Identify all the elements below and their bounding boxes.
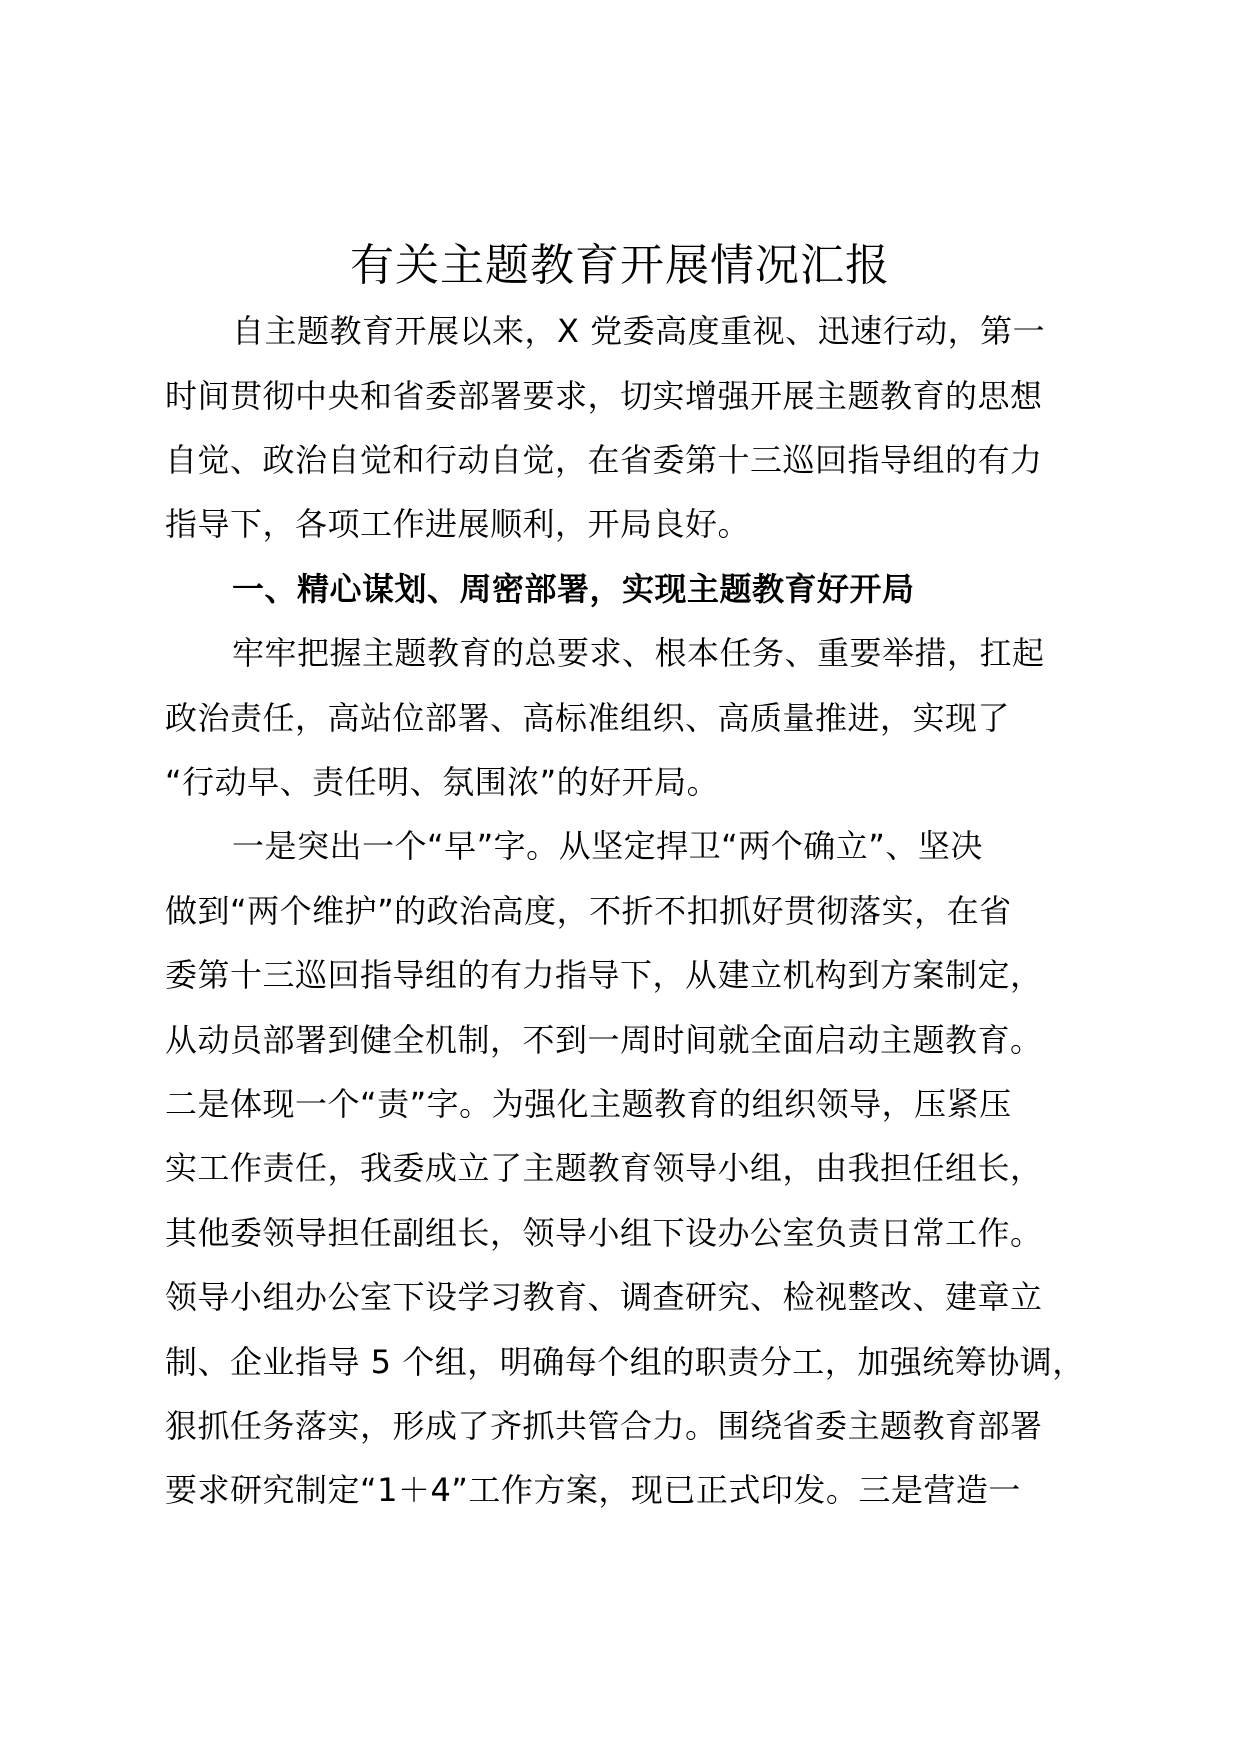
paragraph-line: 狠抓任务落实，形成了齐抓共管合力。围绕省委主题教育部署 — [165, 1407, 1043, 1445]
paragraph-line: 自主题教育开展以来，X 党委高度重视、迅速行动，第一 — [232, 312, 1046, 350]
paragraph-line: 从动员部署到健全机制，不到一周时间就全面启动主题教育。 — [165, 1021, 1043, 1059]
paragraph-line: 制、企业指导 5 个组，明确每个组的职责分工，加强统筹协调， — [165, 1343, 1085, 1381]
paragraph-line: 委第十三巡回指导组的有力指导下，从建立机构到方案制定， — [165, 956, 1043, 994]
paragraph-line: 政治责任，高站位部署、高标准组织、高质量推进，实现了 — [165, 699, 1011, 737]
paragraph-line: 自觉、政治自觉和行动自觉，在省委第十三巡回指导组的有力 — [165, 441, 1043, 479]
paragraph-line: 二是体现一个“责”字。为强化主题教育的组织领导，压紧压 — [165, 1085, 1012, 1123]
paragraph-line: 领导小组办公室下设学习教育、调查研究、检视整改、建章立 — [165, 1278, 1043, 1316]
paragraph-line: 一是突出一个“早”字。从坚定捍卫“两个确立”、坚决 — [232, 827, 983, 865]
paragraph-line: “行动早、责任明、氛围浓”的好开局。 — [165, 763, 720, 801]
section-heading: 一、精心谋划、周密部署，实现主题教育好开局 — [232, 570, 915, 608]
paragraph-line: 要求研究制定“1＋4”工作方案，现已正式印发。三是营造一 — [165, 1471, 1021, 1509]
paragraph-line: 时间贯彻中央和省委部署要求，切实增强开展主题教育的思想 — [165, 377, 1043, 415]
paragraph-line: 实工作责任，我委成立了主题教育领导小组，由我担任组长， — [165, 1149, 1043, 1187]
paragraph-line: 牢牢把握主题教育的总要求、根本任务、重要举措，扛起 — [232, 634, 1045, 672]
paragraph-line: 其他委领导担任副组长，领导小组下设办公室负责日常工作。 — [165, 1214, 1043, 1252]
paragraph-line: 指导下，各项工作进展顺利，开局良好。 — [165, 505, 751, 543]
paragraph-line: 做到“两个维护”的政治高度，不折不扣抓好贯彻落实，在省 — [165, 892, 1012, 930]
document-title: 有关主题教育开展情况汇报 — [350, 240, 890, 291]
